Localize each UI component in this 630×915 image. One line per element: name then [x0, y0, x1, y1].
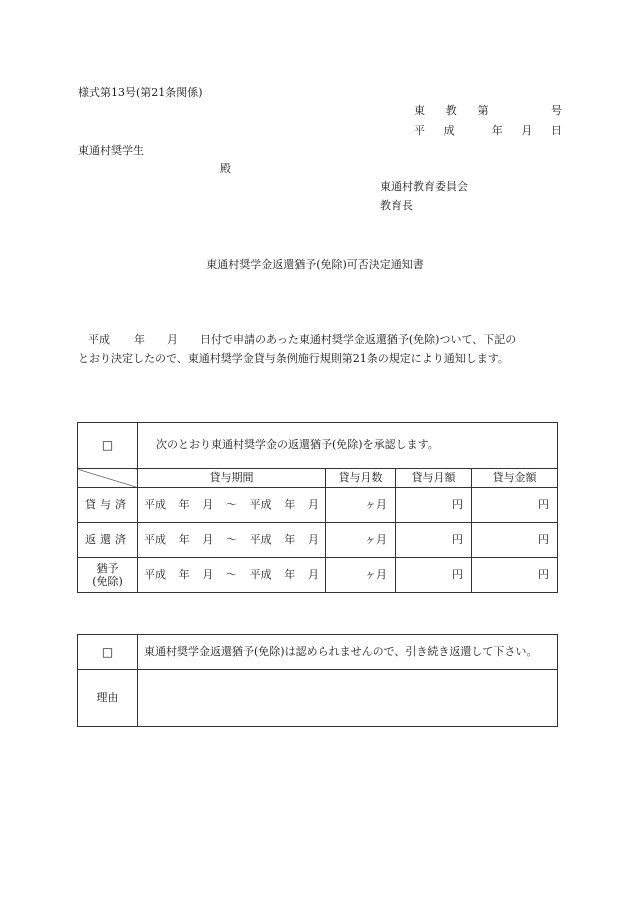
rejection-statement: 東通村奨学金返還猶予(免除)は認められませんので、引き続き返還して下さい。 — [138, 635, 558, 670]
period-part: 〜 — [225, 497, 237, 511]
body-year: 年 — [134, 333, 145, 346]
months-cell[interactable]: ヶ月 — [326, 523, 396, 558]
doc-number-char: 第 — [477, 104, 489, 117]
row-label-line: 猶予 — [96, 561, 119, 575]
period-part: 月 — [307, 497, 319, 511]
period-part: 月 — [202, 567, 214, 581]
column-header-monthly: 貸与月額 — [396, 469, 472, 488]
approve-checkbox[interactable]: □ — [78, 423, 138, 469]
table-row — [78, 558, 558, 593]
period-part: 平成 — [249, 532, 272, 546]
approval-table — [77, 422, 558, 593]
body-month: 月 — [167, 333, 178, 346]
reject-checkbox[interactable]: □ — [78, 635, 138, 670]
period-part: 平成 — [144, 497, 166, 511]
row-label-deferral — [78, 558, 138, 593]
period-part: 年 — [284, 532, 296, 546]
period-part: 平成 — [144, 532, 166, 546]
doc-number-char: 号 — [550, 104, 562, 117]
doc-number-char: 東 — [414, 104, 425, 117]
period-part: 月 — [307, 567, 319, 581]
column-header-total: 貸与金額 — [472, 469, 558, 488]
period-part: 年 — [178, 532, 190, 546]
period-part: 月 — [307, 532, 319, 546]
monthly-amount-cell[interactable]: 円 — [396, 558, 472, 593]
period-part: 月 — [202, 497, 214, 511]
loan-period-cell[interactable] — [138, 558, 326, 593]
reason-field[interactable] — [138, 670, 558, 727]
period-part: 月 — [202, 532, 214, 546]
column-header-period: 貸与期間 — [138, 469, 326, 488]
total-amount-cell[interactable]: 円 — [472, 488, 558, 523]
body-paragraph — [78, 330, 556, 369]
date-char: 平 — [414, 124, 425, 137]
monthly-amount-cell[interactable]: 円 — [396, 488, 472, 523]
issuer-title: 教育長 — [380, 199, 413, 212]
row-label-line: (免除) — [92, 575, 123, 588]
table-row — [78, 488, 558, 523]
table-row — [78, 523, 558, 558]
loan-period-cell[interactable] — [138, 523, 326, 558]
date-char: 成 — [443, 124, 455, 137]
approval-statement: 次のとおり東通村奨学金の返還猶予(免除)を承認します。 — [138, 423, 558, 469]
document-number — [414, 104, 562, 119]
period-part: 平成 — [249, 497, 272, 511]
row-label-lent: 貸与済 — [78, 488, 138, 523]
body-line2: とおり決定したので、東通村奨学金貸与条例施行規則第21条の規定により通知します。 — [78, 352, 509, 366]
months-cell[interactable]: ヶ月 — [326, 488, 396, 523]
body-era: 平成 — [88, 333, 110, 346]
period-part: 年 — [284, 497, 296, 511]
form-number: 様式第13号(第21条関係) — [78, 86, 203, 99]
column-header-months: 貸与月数 — [326, 469, 396, 488]
loan-period-cell[interactable] — [138, 488, 326, 523]
period-part: 年 — [284, 567, 296, 581]
period-part: 年 — [178, 497, 190, 511]
period-part: 〜 — [225, 532, 237, 546]
period-part: 平成 — [144, 567, 166, 581]
diagonal-header-cell — [78, 469, 138, 488]
date-char: 月 — [521, 124, 533, 137]
doc-number-char: 教 — [445, 104, 457, 117]
document-title: 東通村奨学金返還猶予(免除)可否決定通知書 — [206, 258, 424, 271]
issue-date — [414, 124, 562, 139]
date-char: 日 — [550, 124, 562, 137]
total-amount-cell[interactable]: 円 — [472, 558, 558, 593]
monthly-amount-cell[interactable]: 円 — [396, 523, 472, 558]
total-amount-cell[interactable]: 円 — [472, 523, 558, 558]
period-part: 〜 — [225, 567, 237, 581]
recipient-honorific: 殿 — [220, 162, 231, 175]
period-part: 平成 — [249, 567, 272, 581]
recipient-name: 東通村奨学生 — [78, 144, 144, 157]
body-line1: 日付で申請のあった東通村奨学金返還猶予(免除)ついて、下記の — [200, 333, 517, 346]
date-char: 年 — [491, 124, 503, 137]
reason-label: 理由 — [78, 670, 138, 727]
row-label-repaid: 返還済 — [78, 523, 138, 558]
period-part: 年 — [178, 567, 190, 581]
issuer-organization: 東通村教育委員会 — [380, 180, 468, 193]
months-cell[interactable]: ヶ月 — [326, 558, 396, 593]
rejection-table — [77, 634, 558, 727]
